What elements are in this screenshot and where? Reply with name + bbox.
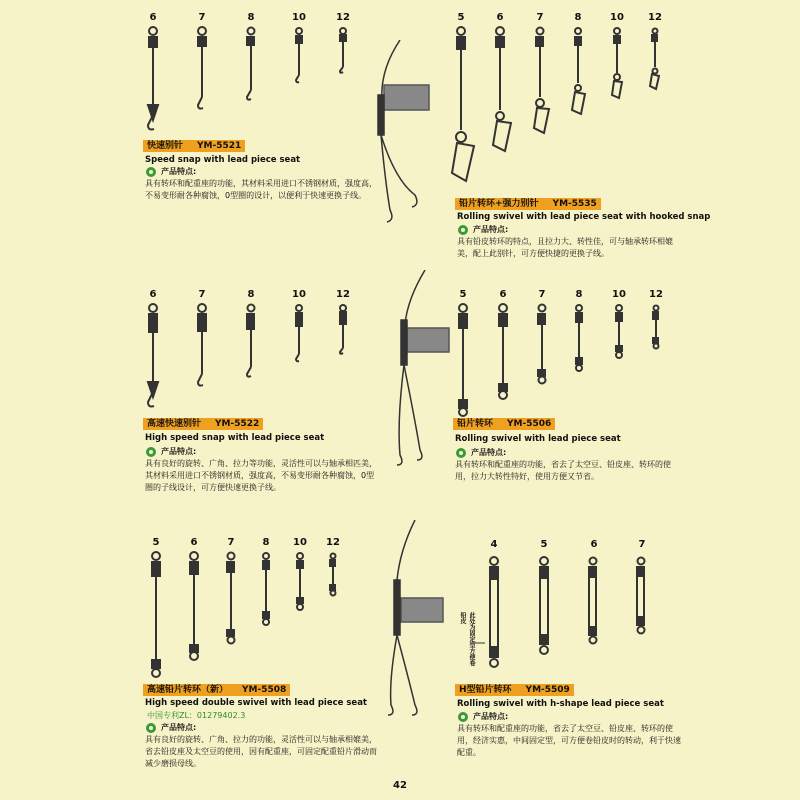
product-en-title: High speed double swivel with lead piece seat bbox=[145, 698, 367, 708]
rolling-swivel-illustration bbox=[445, 302, 670, 420]
size-label: 10 bbox=[292, 12, 306, 23]
high-speed-snap-illustration bbox=[130, 302, 370, 414]
product-en-title: Rolling swivel with lead piece seat bbox=[455, 434, 621, 444]
size-label: 6 bbox=[149, 12, 157, 23]
feature-icon bbox=[455, 447, 467, 459]
feature-block bbox=[457, 224, 682, 260]
product-cn-name: 铅片转环+强力别针 bbox=[459, 199, 539, 209]
size-label: 6 bbox=[190, 537, 198, 548]
size-label: 8 bbox=[574, 12, 582, 23]
feature-block bbox=[145, 446, 380, 494]
product-code: YM-5535 bbox=[552, 199, 597, 209]
product-cn-name: H型铅片转环 bbox=[459, 685, 512, 695]
size-label: 6 bbox=[149, 289, 157, 300]
feature-head: 产品特点: bbox=[473, 712, 509, 721]
feature-block bbox=[145, 166, 380, 202]
size-label: 10 bbox=[612, 289, 626, 300]
feature-text: 具有良好的旋转、广角、拉力的功能，灵活性可以与轴承相媲美，省去铅皮座及太空豆的使用，因有配重座，可固定配重铅片滑动而减少磨损母线。 bbox=[145, 735, 377, 768]
size-label: 6 bbox=[499, 289, 507, 300]
size-label: 6 bbox=[496, 12, 504, 23]
feature-head: 产品特点: bbox=[473, 225, 509, 234]
speed-snap-illustration bbox=[130, 25, 370, 135]
size-label: 7 bbox=[638, 539, 646, 550]
feature-icon bbox=[457, 224, 469, 236]
feature-head: 产品特点: bbox=[161, 723, 197, 732]
product-code: YM-5508 bbox=[242, 685, 287, 695]
fishing-line-illustration bbox=[375, 520, 450, 720]
size-label: 5 bbox=[457, 12, 465, 23]
product-en-title: Rolling swivel with lead piece seat with hooked snap bbox=[457, 212, 711, 222]
patent-number: 中国专利ZL：01279402.3 bbox=[147, 711, 246, 720]
product-name-bar bbox=[143, 418, 263, 430]
product-name-bar bbox=[143, 684, 290, 696]
size-label: 5 bbox=[152, 537, 160, 548]
h-shape-swivel-illustration bbox=[470, 555, 660, 675]
product-code: YM-5522 bbox=[215, 419, 260, 429]
product-name-bar bbox=[455, 198, 601, 210]
size-label: 10 bbox=[610, 12, 624, 23]
size-label: 8 bbox=[247, 12, 255, 23]
feature-icon bbox=[457, 711, 469, 723]
size-label: 6 bbox=[590, 539, 598, 550]
size-label: 7 bbox=[538, 289, 546, 300]
product-en-title: High speed snap with lead piece seat bbox=[145, 433, 325, 443]
size-label: 10 bbox=[293, 537, 307, 548]
product-name-bar bbox=[143, 140, 245, 152]
feature-text: 具有良好的旋转、广角、拉力等功能，灵活性可以与轴承相匹美，其材料采用进口不锈钢材质，强度高，不易变形耐各种腐蚀，0型圈的子线设计，可方便快速更换子线。 bbox=[145, 459, 377, 492]
product-code: YM-5506 bbox=[507, 419, 552, 429]
product-name-bar bbox=[453, 418, 555, 430]
size-label: 12 bbox=[336, 289, 350, 300]
size-label: 12 bbox=[648, 12, 662, 23]
feature-head: 产品特点: bbox=[161, 167, 197, 176]
size-label: 7 bbox=[227, 537, 235, 548]
feature-block bbox=[145, 722, 380, 770]
product-cn-name: 快速别针 bbox=[147, 141, 184, 151]
size-label: 8 bbox=[262, 537, 270, 548]
size-label: 8 bbox=[575, 289, 583, 300]
size-label: 12 bbox=[336, 12, 350, 23]
feature-block bbox=[457, 711, 682, 759]
page-number: 42 bbox=[393, 780, 407, 791]
size-label: 7 bbox=[198, 12, 206, 23]
size-label: 5 bbox=[540, 539, 548, 550]
feature-icon bbox=[145, 166, 157, 178]
feature-text: 具有转环和配重座的功能，省去了太空豆、铅皮座、转环的使用，拉力大转性特好，使用方便又节省。 bbox=[455, 460, 671, 481]
feature-block bbox=[455, 447, 680, 483]
size-label: 7 bbox=[536, 12, 544, 23]
product-cn-name: 铅片转环 bbox=[457, 419, 494, 429]
feature-text: 具有转环和配重座的功能，其材料采用进口不锈钢材质，强度高，不易变形耐各种腐蚀，0型圈的设计，以便利于快速更换子线。 bbox=[145, 179, 377, 200]
size-label: 10 bbox=[292, 289, 306, 300]
product-name-bar bbox=[455, 684, 574, 696]
feature-text: 具有转环和配重座的功能，省去了太空豆、铅皮座、转环的使用，经济实惠，中间固定型，可方便卷铅皮时的转动，利于快速配重。 bbox=[457, 724, 681, 757]
fishing-line-illustration bbox=[370, 40, 440, 240]
product-en-title: Rolling swivel with h-shape lead piece seat bbox=[457, 699, 664, 709]
size-label: 7 bbox=[198, 289, 206, 300]
feature-icon bbox=[145, 722, 157, 734]
product-cn-name: 高速铅片转环（新） bbox=[147, 685, 229, 695]
size-label: 8 bbox=[247, 289, 255, 300]
double-swivel-illustration bbox=[140, 550, 350, 680]
feature-icon bbox=[145, 446, 157, 458]
side-note: 此处为固定型方便卷铅皮 bbox=[459, 612, 475, 666]
size-label: 4 bbox=[490, 539, 498, 550]
feature-head: 产品特点: bbox=[161, 447, 197, 456]
product-cn-name: 高速快速别针 bbox=[147, 419, 202, 429]
hooked-snap-illustration bbox=[440, 25, 670, 190]
feature-text: 具有铅皮转环的特点，且拉力大、转性佳，可与轴承转环相媲美，配上此别针，可方便快捷的更换子线。 bbox=[457, 237, 673, 258]
product-code: YM-5521 bbox=[197, 141, 242, 151]
size-label: 5 bbox=[459, 289, 467, 300]
product-code: YM-5509 bbox=[525, 685, 570, 695]
size-label: 12 bbox=[326, 537, 340, 548]
size-label: 12 bbox=[649, 289, 663, 300]
product-en-title: Speed snap with lead piece seat bbox=[145, 155, 301, 165]
feature-head: 产品特点: bbox=[471, 448, 507, 457]
